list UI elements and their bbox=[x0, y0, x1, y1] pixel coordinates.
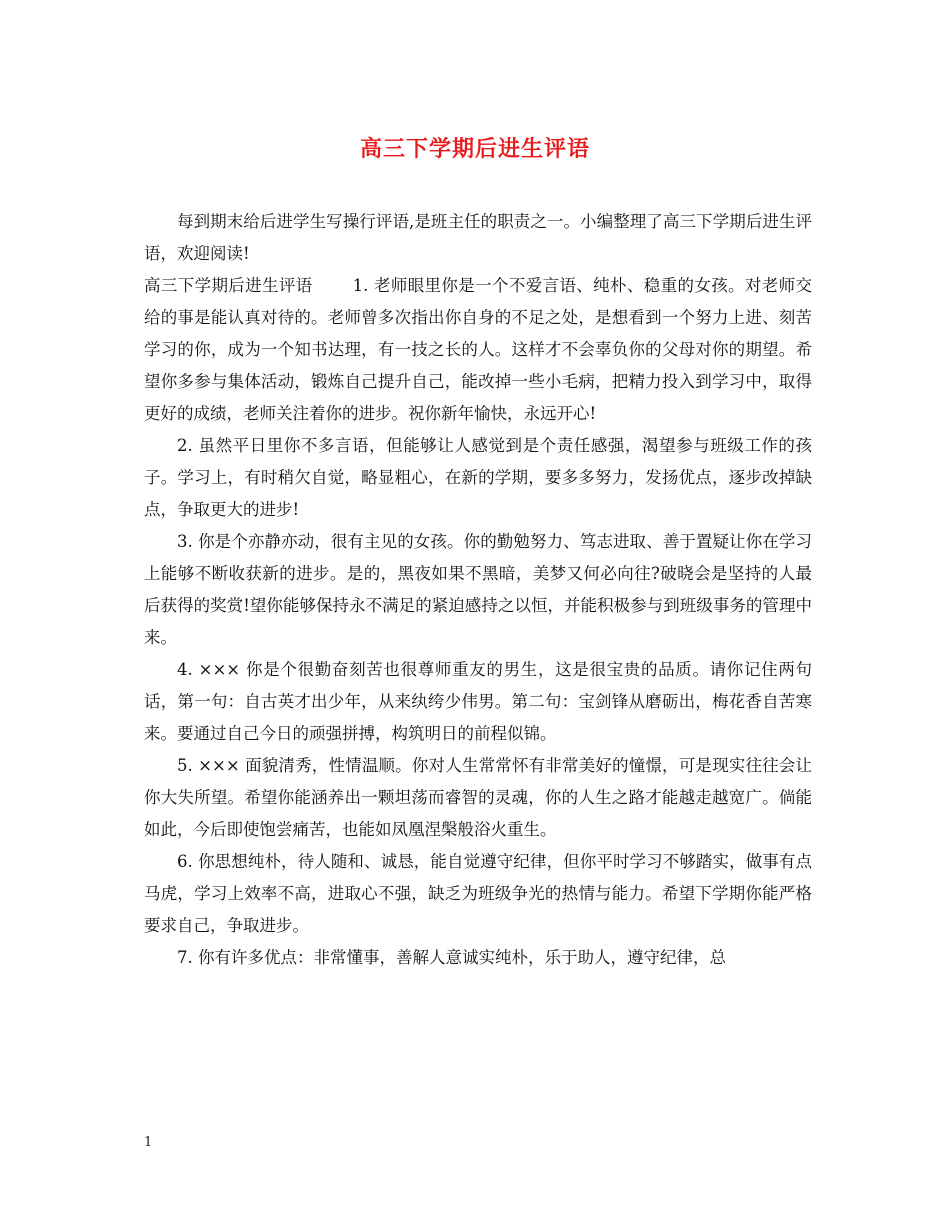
document-title: 高三下学期后进生评语 bbox=[359, 136, 590, 162]
document-body bbox=[144, 206, 812, 974]
comment-paragraph-6: 6. 你思想纯朴，待人随和、诚恳，能自觉遵守纪律，但你平时学习不够踏实，做事有点马虎，学习上效率不高，进取心不强，缺乏为班级争光的热情与能力。希望下学期你能严格要求自己，争取进步。 bbox=[144, 852, 812, 935]
comment-paragraph-4: 4. ××× 你是个很勤奋刻苦也很尊师重友的男生，这是很宝贵的品质。请你记住两句话，第一句：自古英才出少年，从来纨绔少伟男。第二句：宝剑锋从磨砺出，梅花香自苦寒来。要通过自己今日的顽强拼搏，构筑明日的前程似锦。 bbox=[144, 660, 812, 743]
comment-text-1: 1. 老师眼里你是一个不爱言语、纯朴、稳重的女孩。对老师交给的事是能认真对待的。老师曾多次指出你自身的不足之处，是想看到一个努力上进、刻苦学习的你，成为一个知书达理，有一技之长的人。这样才不会辜负你的父母对你的期望。希望你多参与集体活动，锻炼自己提升自己，能改掉一些小毛病，把精力投入到学习中，取得更好的成绩，老师关注着你的进步。祝你新年愉快，永远开心! bbox=[144, 276, 813, 423]
comment-paragraph-3: 3. 你是个亦静亦动，很有主见的女孩。你的勤勉努力、笃志进取、善于置疑让你在学习上能够不断收获新的进步。是的，黑夜如果不黑暗，美梦又何必向往?破晓会是坚持的人最后获得的奖赏!望你能够保持永不满足的紧迫感持之以恒，并能积极参与到班级事务的管理中来。 bbox=[144, 532, 812, 647]
comment-paragraph-1 bbox=[144, 270, 812, 430]
comment-paragraph-5: 5. ××× 面貌清秀，性情温顺。你对人生常常怀有非常美好的憧憬，可是现实往往会让你大失所望。希望你能涵养出一颗坦荡而睿智的灵魂，你的人生之路才能越走越宽广。倘能如此，今后即使饱尝痛苦，也能如凤凰涅槃般浴火重生。 bbox=[144, 756, 812, 839]
comment-paragraph-7: 7. 你有许多优点：非常懂事，善解人意诚实纯朴，乐于助人，遵守纪律，总 bbox=[177, 948, 726, 967]
section-subheading: 高三下学期后进生评语 bbox=[144, 276, 313, 295]
comment-paragraph-2: 2. 虽然平日里你不多言语，但能够让人感觉到是个责任感强，渴望参与班级工作的孩子。学习上，有时稍欠自觉，略显粗心，在新的学期，要多多努力，发扬优点，逐步改掉缺点，争取更大的进步! bbox=[144, 436, 812, 519]
intro-paragraph: 每到期末给后进学生写操行评语,是班主任的职责之一。小编整理了高三下学期后进生评语，欢迎阅读! bbox=[144, 212, 812, 263]
page-number: 1 bbox=[144, 1135, 153, 1150]
